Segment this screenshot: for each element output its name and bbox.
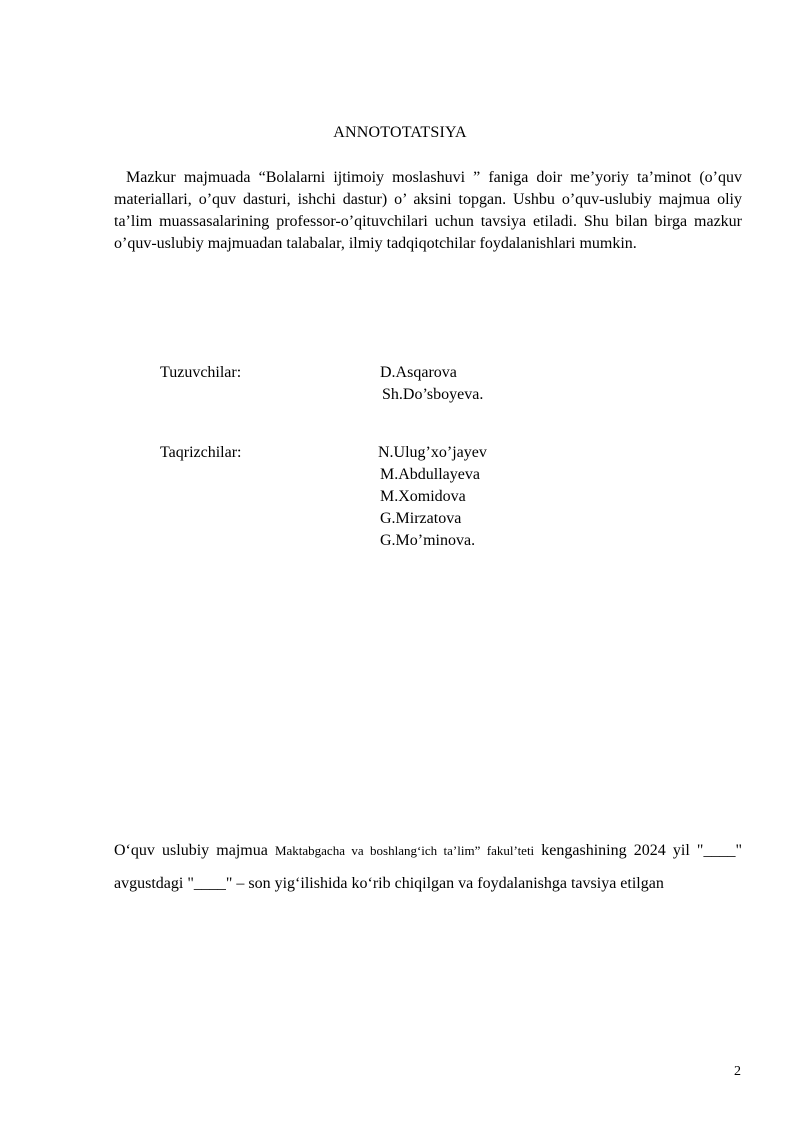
reviewer-name: N.Ulug’xo’jayev bbox=[378, 444, 487, 461]
reviewer-name: M.Abdullayeva bbox=[380, 466, 480, 483]
author-name: D.Asqarova bbox=[380, 364, 457, 381]
faculty-name: Maktabgacha va boshlang‘ich ta’lim” fakul’teti bbox=[274, 843, 535, 858]
authors-label: Tuzuvchilar: bbox=[160, 364, 242, 381]
reviewer-name: M.Xomidova bbox=[380, 488, 466, 505]
abstract-paragraph: Mazkur majmuada “Bolalarni ijtimoiy moslashuvi ” faniga doir me’yoriy ta’minot (o’quv materiallari, o’quv dasturi, ishchi dastur) o’ aksini topgan. Ushbu o’quv-uslubiy majmua oliy ta’lim muassasalarining professor-o’qituvchilari uchun tavsiya etiladi. Shu bilan birga mazkur o’quv-uslubiy majmuadan talabalar, ilmiy tadqiqotchilar foydalanishlari mumkin. bbox=[114, 169, 742, 252]
page-title: ANNOTOTATSIYA bbox=[333, 124, 467, 141]
approval-paragraph bbox=[114, 834, 742, 900]
approval-text-start: O‘quv uslubiy majmua bbox=[114, 842, 275, 859]
author-name: Sh.Do’sboyeva. bbox=[382, 386, 484, 403]
reviewers-label: Taqrizchilar: bbox=[160, 444, 242, 461]
reviewer-name: G.Mirzatova bbox=[380, 510, 462, 527]
reviewers-list bbox=[380, 442, 640, 552]
approval-text-end: kengashining 2024 yil "____" avgustdagi "____" – son yig‘ilishida ko‘rib chiqilgan va foydalanishga tavsiya etilgan bbox=[114, 842, 742, 892]
page-number: 2 bbox=[734, 1064, 741, 1079]
reviewer-name: G.Mo’minova. bbox=[380, 532, 476, 549]
authors-list bbox=[380, 362, 640, 406]
